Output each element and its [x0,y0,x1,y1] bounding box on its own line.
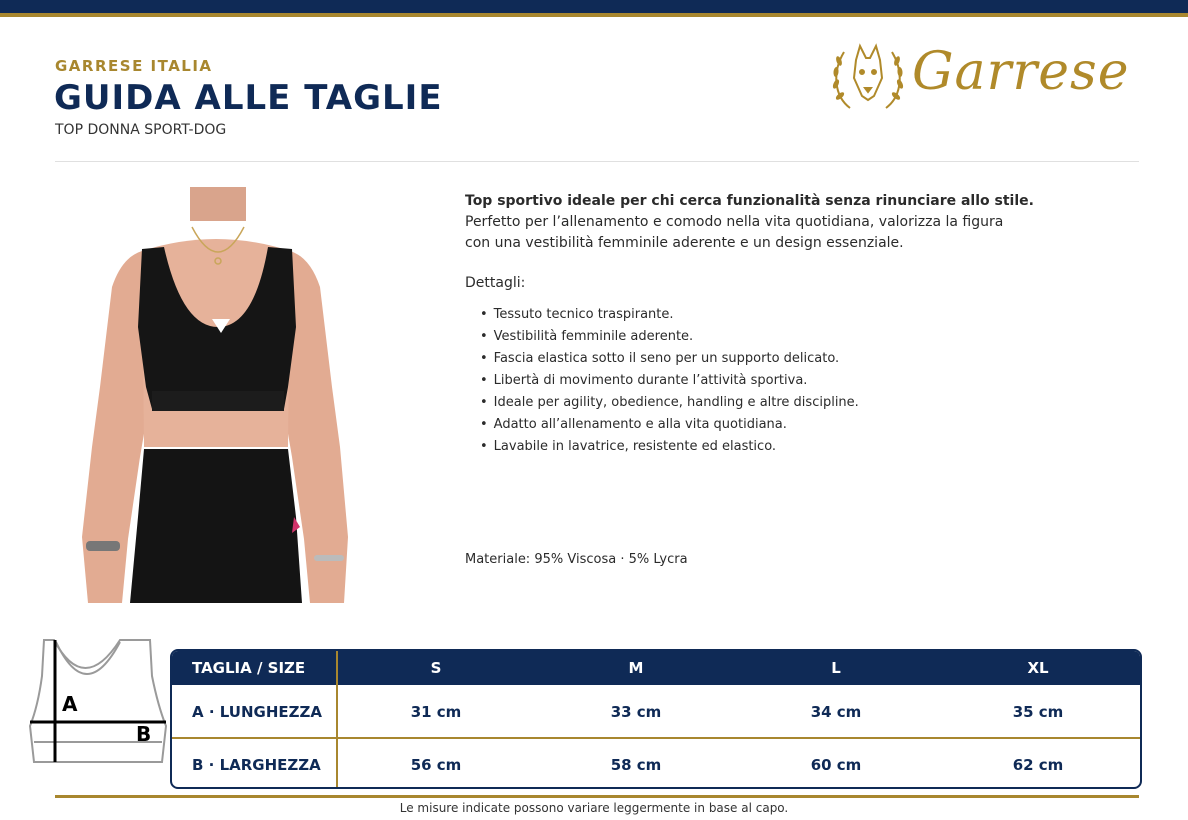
list-item: • Vestibilità femminile aderente. [480,326,859,348]
header-divider [55,161,1139,162]
list-item: • Lavabile in lavatrice, resistente ed elastico. [480,436,859,458]
brand-logo [828,38,1138,118]
table-cell: 62 cm [1012,756,1064,774]
table-header-size: L [831,659,841,677]
table-cell: 31 cm [410,703,462,721]
header-divider-vertical [336,651,338,685]
product-description [465,191,1105,254]
list-item: • Tessuto tecnico traspirante. [480,304,859,326]
laurel-dog-emblem-icon [828,38,908,118]
table-cell: 58 cm [610,756,662,774]
list-item: • Fascia elastica sotto il seno per un supporto delicato. [480,348,859,370]
table-cell: 60 cm [810,756,862,774]
top-outline-icon [24,636,168,770]
product-photo [82,187,350,603]
table-header-size: XL [1027,659,1049,677]
details-list [480,304,859,458]
diagram-label-b: B [136,722,152,746]
list-item: • Adatto all’allenamento e alla vita quotidiana. [480,414,859,436]
table-header-size: S [430,659,442,677]
size-table [170,649,1142,789]
table-cell: 56 cm [410,756,462,774]
footer-divider [55,795,1139,798]
footer-note: Le misure indicate possono variare leggermente in base al capo. [399,801,789,815]
brand-kicker: GARRESE ITALIA [55,57,213,75]
row-label: B · LARGHEZZA [192,756,321,774]
details-label: Dettagli: [465,275,526,291]
table-header-label: TAGLIA / SIZE [192,659,306,677]
list-item: • Ideale per agility, obedience, handling e altre discipline. [480,392,859,414]
description-body-line-1: Perfetto per l’allenamento e comodo nella vita quotidiana, valorizza la figura [465,214,1004,230]
table-cell: 33 cm [610,703,662,721]
page-title: GUIDA ALLE TAGLIE [54,78,443,118]
table-cell: 35 cm [1012,703,1064,721]
material-composition: Materiale: 95% Viscosa · 5% Lycra [465,552,688,567]
table-header-size: M [628,659,644,677]
diagram-label-a: A [62,692,78,716]
top-bar-gold [0,13,1188,17]
measurement-diagram [24,636,168,770]
table-cell: 34 cm [810,703,862,721]
description-body-line-2: con una vestibilità femminile aderente e un design essenziale. [465,235,904,251]
list-item: • Libertà di movimento durante l’attività sportiva. [480,370,859,392]
top-bar-navy [0,0,1188,13]
page-subtitle: TOP DONNA SPORT-DOG [55,122,227,138]
row-label: A · LUNGHEZZA [192,703,322,721]
description-headline: Top sportivo ideale per chi cerca funzionalità senza rinunciare allo stile. [465,193,1034,209]
logo-wordmark: Garrese [912,42,1130,102]
